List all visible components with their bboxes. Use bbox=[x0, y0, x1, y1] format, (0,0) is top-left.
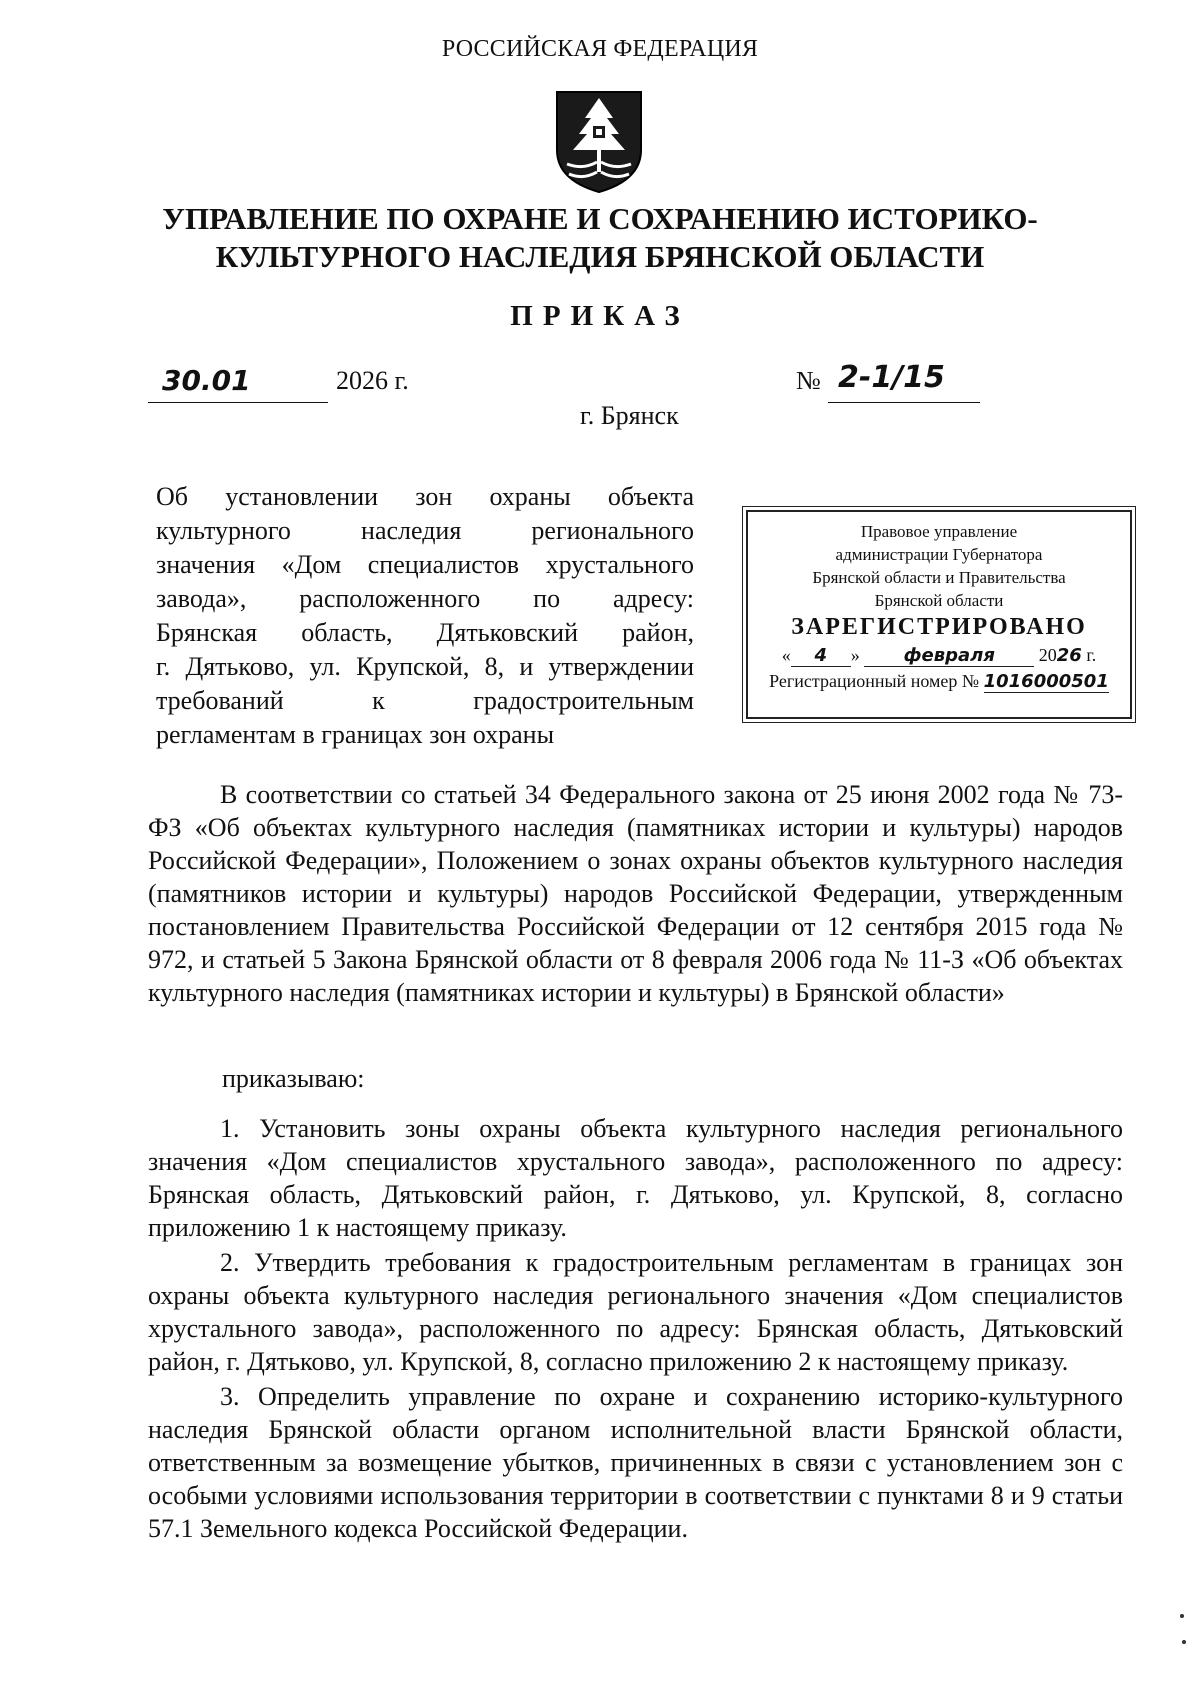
stamp-reg-number-row bbox=[748, 671, 1130, 693]
stamp-line: Правовое управление bbox=[860, 522, 1018, 541]
subject-line: значения «Дом специалистов хрустального bbox=[156, 550, 694, 579]
preamble-paragraph bbox=[148, 778, 1123, 1009]
order-item-1: 1. Установить зоны охраны объекта культурного наследия регионального значения «Дом специалистов хрустального завода», расположенного по адресу: Брянская область, Дятьковский район, г. Дятьково, ул. Крупской, 8, согласно приложению 1 к настоящему приказу. bbox=[148, 1114, 1123, 1242]
stamp-line: Брянской области bbox=[874, 591, 1004, 610]
subject-line: Об установлении зон охраны объекта bbox=[156, 482, 694, 511]
stamp-reg-number: 1016000501 bbox=[983, 671, 1109, 692]
subject-line: завода», расположенного по адресу: bbox=[156, 584, 694, 613]
order-subject bbox=[156, 480, 694, 752]
subject-line: культурного наследия регионального bbox=[156, 516, 694, 545]
order-verb: приказываю: bbox=[222, 1064, 365, 1093]
preamble-text: В соответствии со статьей 34 Федерального закона от 25 июня 2002 года № 73-ФЗ «Об объектах культурного наследия (памятниках истории и культуры) народов Российской Федерации», Положением о зонах охраны объектов культурного наследия (памятников истории и культуры) народов Российской Федерации, утвержденным постановлением Правительства Российской Федерации от 12 сентября 2015 года № 972, и статьей 5 Закона Брянской области от 8 февраля 2006 года № 11-З «Об объектах культурного наследия (памятниках истории и культуры) в Брянской области» bbox=[148, 780, 1123, 1007]
coat-of-arms-emblem bbox=[553, 88, 645, 196]
stamp-date-day: 4 bbox=[791, 645, 851, 667]
order-item-2: 2. Утвердить требования к градостроительным регламентам в границах зон охраны объекта культурного наследия регионального значения «Дом специалистов хрустального завода», расположенного по адресу: Брянская область, Дятьковский район, г. Дятьково, ул. Крупской, 8, согласно приложению 2 к настоящему приказу. bbox=[148, 1248, 1123, 1376]
subject-line: Брянская область, Дятьковский район, bbox=[156, 618, 694, 647]
scan-speck bbox=[1182, 1640, 1186, 1644]
stamp-quote-open: « bbox=[781, 645, 791, 665]
organization-title bbox=[130, 200, 1070, 276]
subject-line: регламентам в границах зон охраны bbox=[156, 720, 555, 749]
country-header: РОССИЙСКАЯ ФЕДЕРАЦИЯ bbox=[441, 36, 759, 62]
organization-title-line1: УПРАВЛЕНИЕ ПО ОХРАНЕ И СОХРАНЕНИЮ ИСТОРИКО- bbox=[162, 201, 1038, 236]
city-name: г. Брянск bbox=[580, 401, 679, 430]
stamp-year-prefix: 20 bbox=[1038, 645, 1057, 665]
stamp-line: администрации Губернатора bbox=[835, 545, 1043, 564]
stamp-date-row bbox=[748, 645, 1130, 667]
order-items bbox=[148, 1112, 1123, 1547]
number-sign: № bbox=[796, 366, 821, 395]
stamp-line: Брянской области и Правительства bbox=[812, 568, 1066, 587]
handwritten-order-number: 2-1/15 bbox=[838, 360, 945, 395]
stamp-reg-label: Регистрационный номер № bbox=[769, 671, 980, 691]
organization-title-line2: КУЛЬТУРНОГО НАСЛЕДИЯ БРЯНСКОЙ ОБЛАСТИ bbox=[215, 239, 985, 274]
order-item-3: 3. Определить управление по охране и сохранению историко-культурного наследия Брянской области органом исполнительной власти Брянской области, ответственным за возмещение убытков, причиненных в связи с установлением зон с особыми условиями использования территории в соответствии с пунктами 8 и 9 статьи 57.1 Земельного кодекса Российской Федерации. bbox=[148, 1382, 1123, 1543]
stamp-year-suffix: г. bbox=[1086, 645, 1097, 665]
stamp-registered-label: ЗАРЕГИСТРИРОВАНО bbox=[791, 614, 1087, 640]
stamp-quote-close: » bbox=[850, 645, 860, 665]
scan-speck bbox=[1180, 1614, 1184, 1618]
registration-stamp bbox=[746, 510, 1132, 719]
order-year: 2026 г. bbox=[336, 366, 409, 395]
stamp-year: 26 bbox=[1056, 645, 1082, 666]
subject-line: требований к градостроительным bbox=[156, 686, 694, 715]
stamp-date-month: февраля bbox=[864, 645, 1034, 667]
handwritten-date: 30.01 bbox=[162, 364, 251, 397]
document-type-title: ПРИКАЗ bbox=[510, 300, 690, 332]
subject-line: г. Дятьково, ул. Крупской, 8, и утверждении bbox=[156, 652, 694, 681]
